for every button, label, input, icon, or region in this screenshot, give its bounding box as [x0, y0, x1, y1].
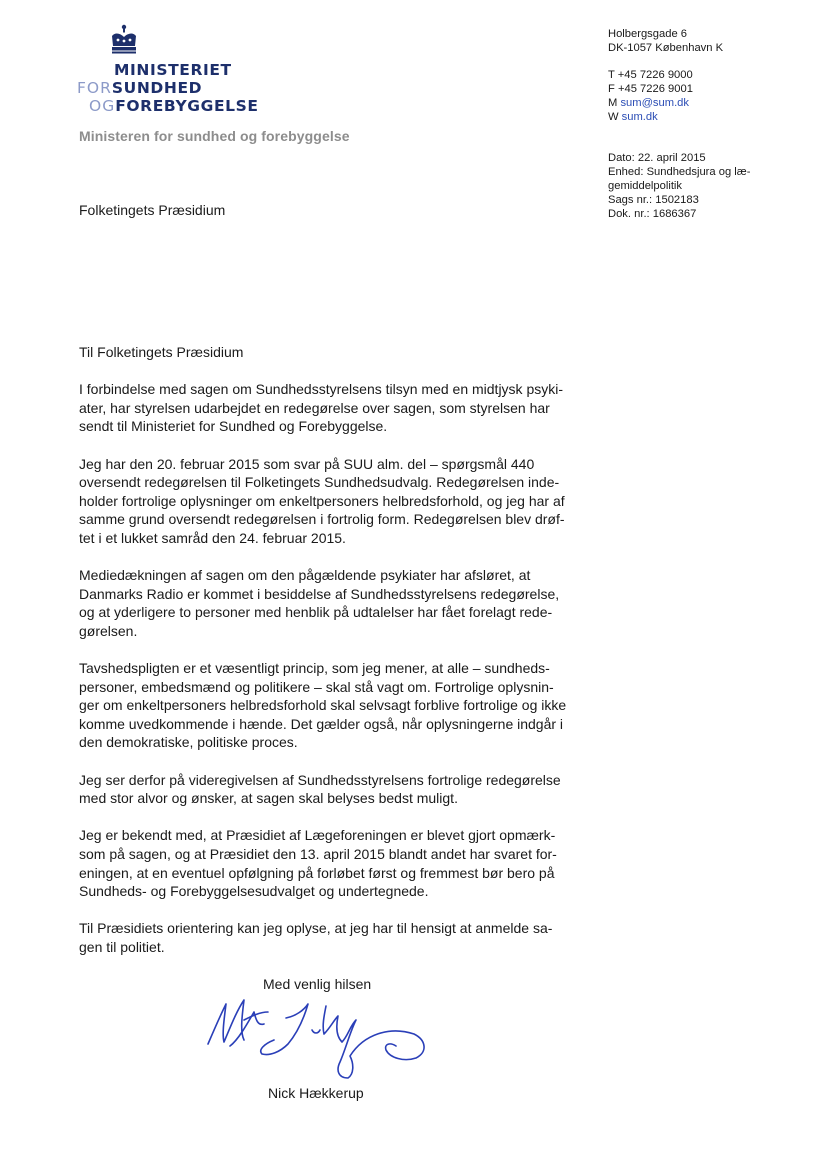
meta-unit-line1: Enhed: Sundhedsjura og læ-: [608, 166, 751, 178]
body-line: Tavshedspligten er et væsentligt princip, som jeg mener, at alle – sundheds-: [79, 660, 550, 677]
body-line: oversendt redegørelsen til Folketingets Sundhedsudvalg. Redegørelsen inde-: [79, 474, 560, 491]
body-line: sendt til Ministeriet for Sundhed og Forebyggelse.: [79, 418, 388, 435]
body-line: ater, har styrelsen udarbejdet en redegørelse over sagen, som styrelsen har: [79, 399, 550, 416]
body-paragraph: [79, 380, 563, 436]
crown-icon: [107, 24, 141, 60]
contact-street: Holbergsgade 6: [608, 28, 687, 40]
body-line: gen til politiet.: [79, 939, 165, 955]
body-line: komme uvedkommende i hænde. Det gælder også, når oplysningerne indgår i: [79, 715, 564, 732]
body-line: Jeg er bekendt med, at Præsidiet af Lægeforeningen er blevet gjort opmærk-: [79, 827, 556, 844]
body-paragraph: [79, 566, 559, 640]
paragraphs: [79, 380, 567, 956]
contact-block: [608, 27, 778, 124]
body-line: Mediedækningen af sagen om den pågældende psykiater har afsløret, at: [79, 567, 531, 584]
meta-doc-no: Dok. nr.: 1686367: [608, 208, 697, 220]
handwritten-signature: [200, 990, 432, 1084]
web-link[interactable]: sum.dk: [621, 111, 658, 123]
body-line: eningen, at en eventuel opfølgning på forløbet først og fremmest bør bero på: [79, 864, 555, 881]
body-paragraph: [79, 455, 565, 548]
letter-body: [79, 343, 567, 975]
body-paragraph: [79, 826, 559, 900]
meta-date: Dato: 22. april 2015: [608, 152, 706, 164]
body-line: I forbindelse med sagen om Sundhedsstyrelsens tilsyn med en midtjysk psyki-: [79, 381, 563, 398]
mail-link[interactable]: sum@sum.dk: [620, 97, 689, 109]
contact-phone: T +45 7226 9000: [608, 69, 693, 81]
body-paragraph: [79, 659, 567, 752]
body-line: og at yderligere to personer med henblik på udtalelser har fået forelagt rede-: [79, 604, 553, 621]
recipient: Folketingets Præsidium: [79, 202, 226, 218]
body-line: Jeg ser derfor på videregivelsen af Sundhedsstyrelsens fortrolige redegørelse: [79, 771, 561, 788]
contact-fax: F +45 7226 9001: [608, 83, 693, 95]
contact-web: W sum.dk: [608, 111, 658, 123]
body-line: samme grund oversendt redegørelsen i fortrolig form. Redegørelsen blev drøf-: [79, 511, 565, 528]
body-line: som på sagen, og at Præsidiet den 13. april 2015 blandt andet har svaret for-: [79, 846, 557, 863]
body-line: personer, embedsmænd og politikere – skal stå vagt om. Fortrolige oplysnin-: [79, 678, 554, 695]
body-line: tet i et lukket samråd den 24. februar 2015.: [79, 529, 346, 546]
body-paragraph: [79, 771, 559, 808]
body-line: Danmarks Radio er kommet i besiddelse af Sundhedsstyrelsens redegørelse,: [79, 585, 560, 602]
signer-name: Nick Hækkerup: [268, 1085, 364, 1101]
document-meta: [608, 151, 758, 221]
meta-unit-line2: gemiddelpolitik: [608, 180, 683, 192]
logo-line-for-sundhed: FORSUNDHED: [77, 79, 203, 97]
body-line: Til Præsidiets orientering kan jeg oplyse, at jeg har til hensigt at anmelde sa-: [79, 920, 553, 937]
body-line: gørelsen.: [79, 622, 138, 639]
contact-city: DK-1057 København K: [608, 42, 724, 54]
body-line: Sundheds- og Forebyggelsesudvalget og undertegnede.: [79, 883, 429, 900]
body-line: med stor alvor og ønsker, at sagen skal belyses bedst muligt.: [79, 790, 458, 807]
logo-line-og-forebyggelse: OGFOREBYGGELSE: [89, 97, 259, 115]
logo-line-ministeriet: MINISTERIET: [114, 61, 232, 79]
salutation: Til Folketingets Præsidium: [79, 344, 244, 360]
meta-case-no: Sags nr.: 1502183: [608, 194, 699, 206]
contact-mail: M sum@sum.dk: [608, 97, 689, 109]
closing: Med venlig hilsen: [263, 976, 372, 992]
body-line: Jeg har den 20. februar 2015 som svar på SUU alm. del – spørgsmål 440: [79, 455, 535, 472]
body-line: holder fortrolige oplysninger om enkeltpersoners helbredsforhold, og jeg har af: [79, 492, 565, 509]
body-line: den demokratiske, politiske proces.: [79, 734, 298, 751]
body-paragraph: [79, 919, 559, 956]
body-line: ger om enkeltpersoners helbredsforhold skal selvsagt forblive fortrolige og ikke: [79, 697, 567, 714]
minister-subtitle: Ministeren for sundhed og forebyggelse: [79, 128, 350, 144]
